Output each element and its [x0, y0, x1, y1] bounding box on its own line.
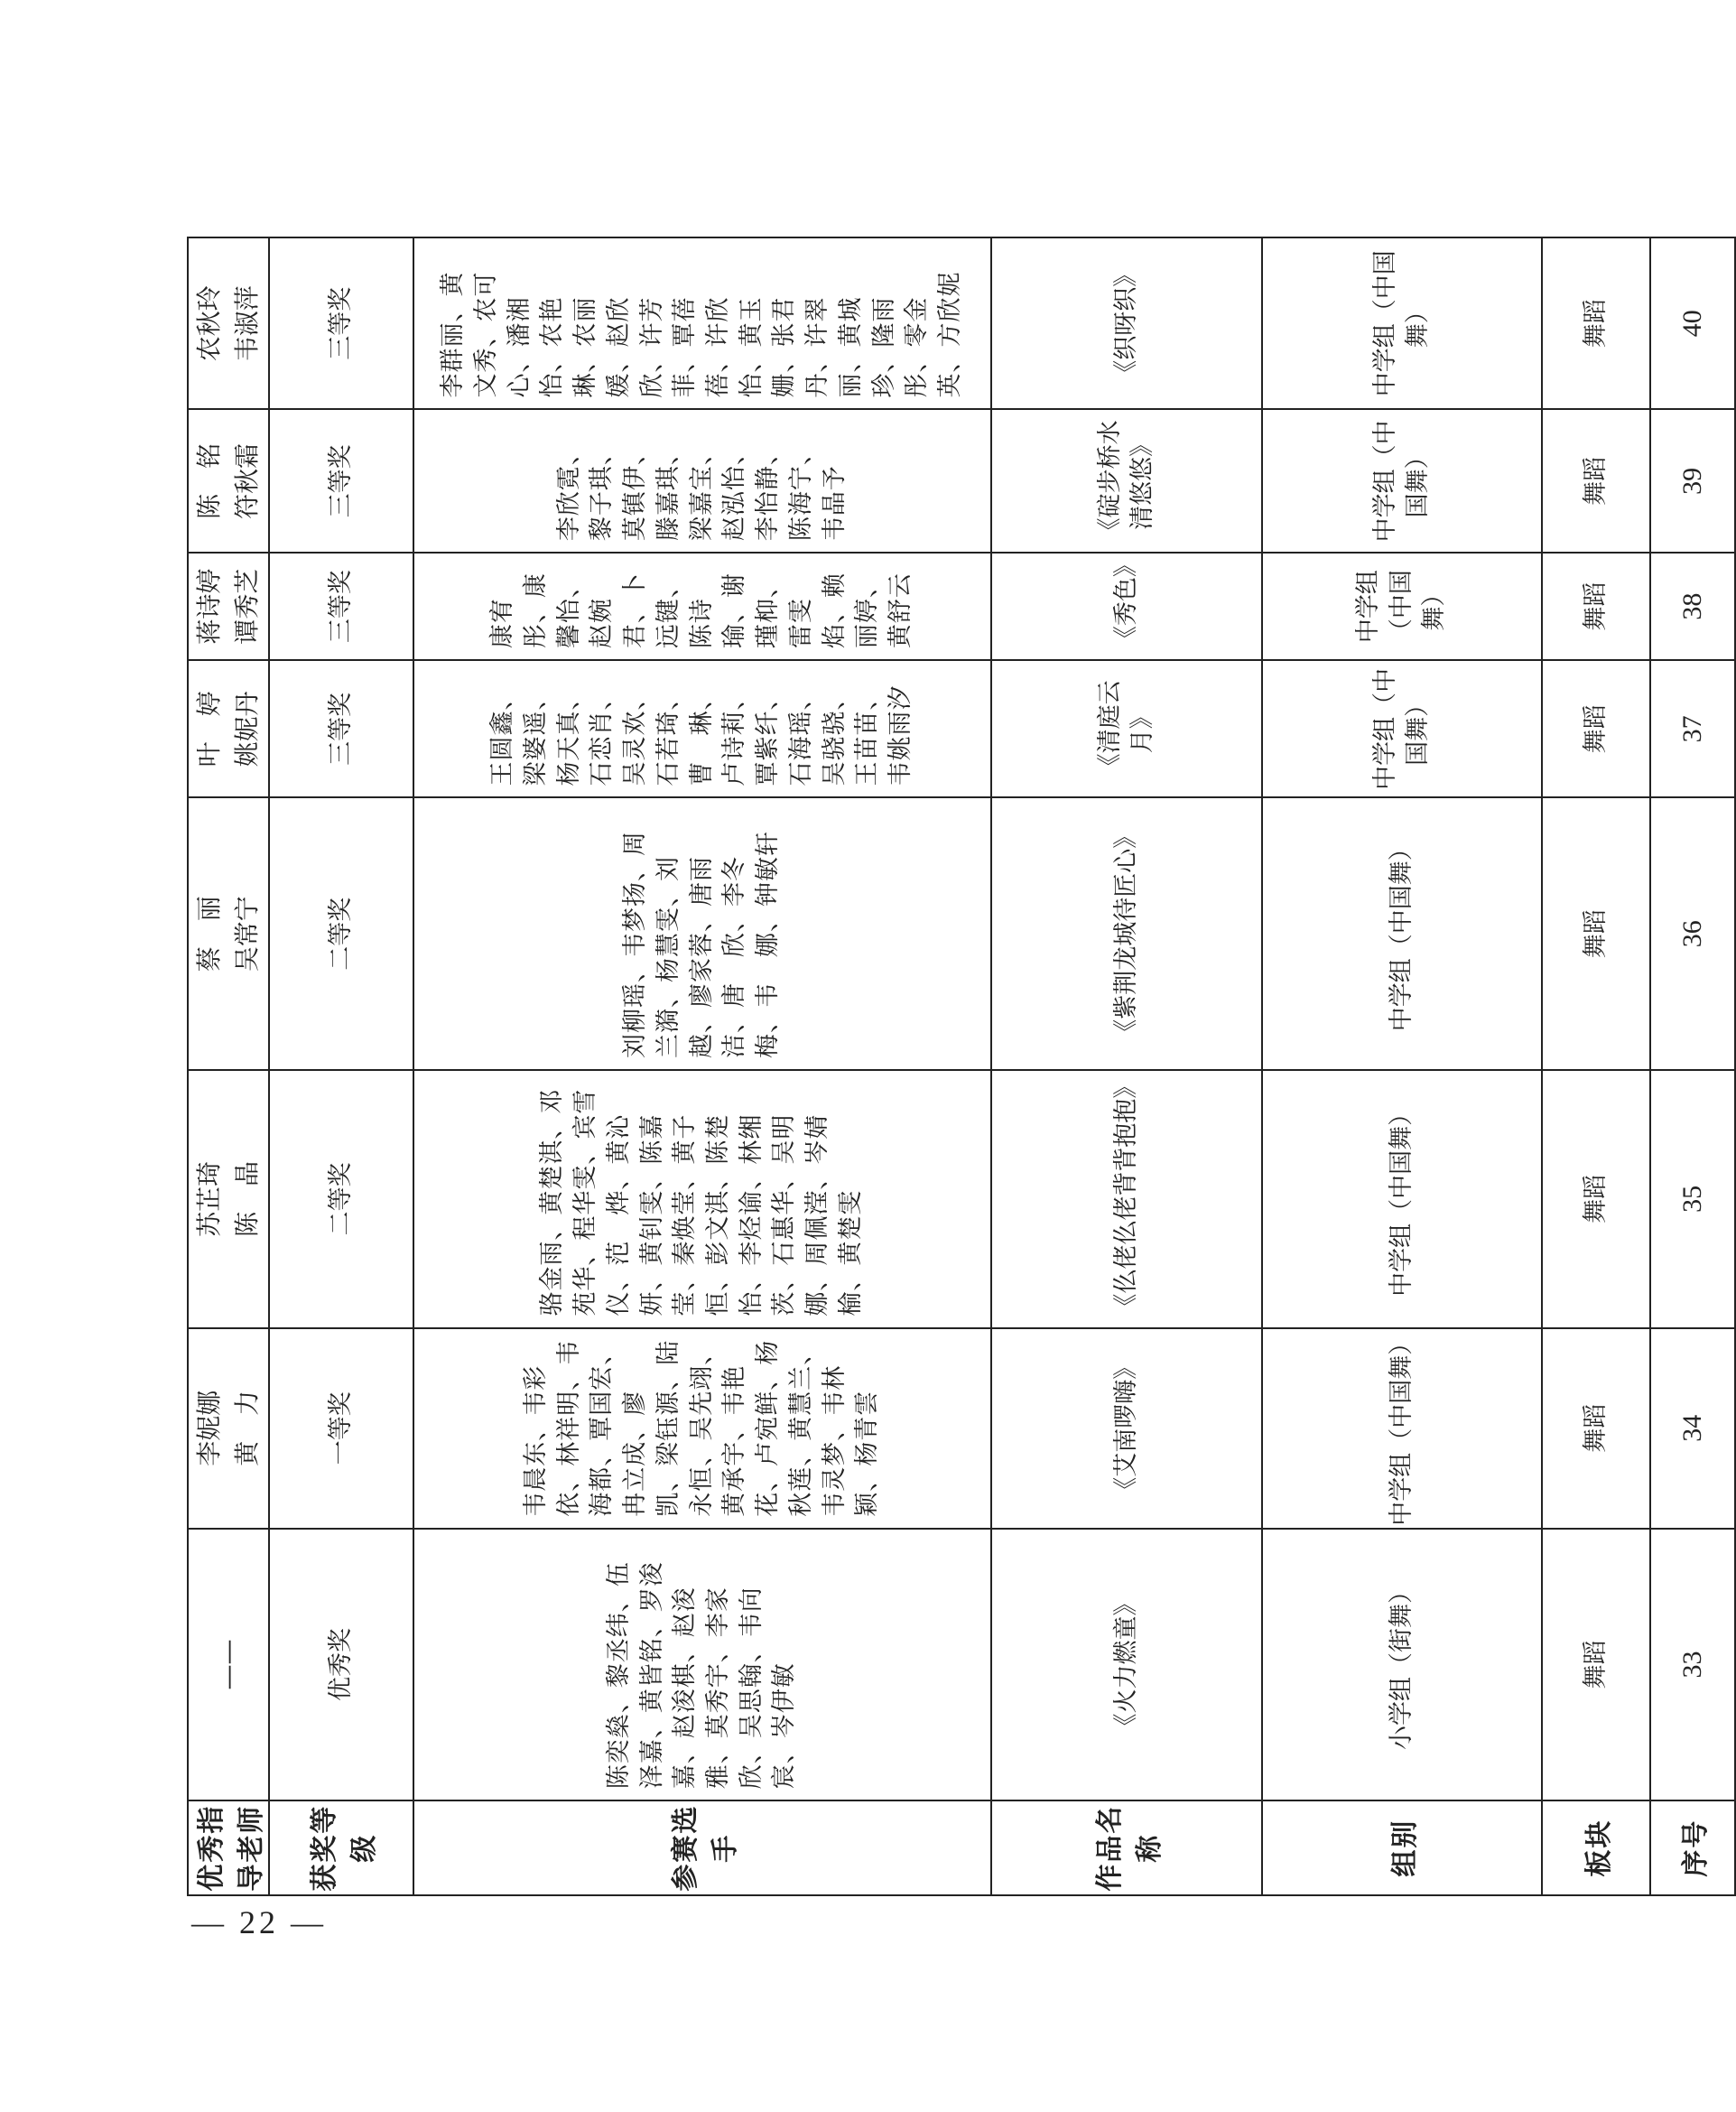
- page-number: — 22 —: [191, 1904, 327, 1940]
- award-35: 二等奖: [269, 1070, 413, 1328]
- award-row: [269, 237, 413, 1895]
- players-39: 李欣霓、黎子琪、莫镇伊、滕嘉琪、梁嘉宝、赵泓怡、李怡静、陈海宁、韦晶予: [413, 410, 991, 554]
- section-row: [1542, 237, 1650, 1895]
- work-35: 《仫佬仫佬背背抱抱》: [991, 1070, 1262, 1328]
- work-37: 《清庭云月》: [991, 660, 1262, 797]
- header-players: 参赛选手: [413, 1800, 991, 1895]
- header-work: 作品名称: [991, 1800, 1262, 1895]
- group-39: 中学组（中国舞）: [1262, 410, 1542, 554]
- players-37: 王圆鑫、梁婆遥、杨天真、石恋肖、吴灵欢、石若琦、曹 琳、卢诗莉、覃紫纤、石海瑶、吴骁骁、王苗苗、韦姚雨汐: [413, 660, 991, 797]
- section-35: 舞蹈: [1542, 1070, 1650, 1328]
- teacher-39: 陈 铭 符秋霜: [188, 410, 269, 554]
- players-38: 康宥彤、康馨怡、赵婉君、卜远键、陈诗瑜、谢瑾枊、雷雯焰、赖丽婷、黄舒云: [413, 553, 991, 660]
- awards-table: [187, 237, 1736, 1896]
- teacher-36: 蔡 丽 吴常宁: [188, 798, 269, 1071]
- group-36: 中学组（中国舞）: [1262, 798, 1542, 1071]
- group-row: [1262, 237, 1542, 1895]
- seq-row: [1650, 237, 1735, 1895]
- award-36: 二等奖: [269, 798, 413, 1071]
- section-37: 舞蹈: [1542, 660, 1650, 797]
- work-33: 《火力燃童》: [991, 1529, 1262, 1801]
- seq-40: 40: [1650, 237, 1735, 410]
- work-38: 《秀色》: [991, 553, 1262, 660]
- teacher-40: 农秋玲 韦淑萍: [188, 237, 269, 410]
- group-37: 中学组（中国舞）: [1262, 660, 1542, 797]
- header-section: 板块: [1542, 1800, 1650, 1895]
- players-row: [413, 237, 991, 1895]
- section-38: 舞蹈: [1542, 553, 1650, 660]
- seq-35: 35: [1650, 1070, 1735, 1328]
- group-38: 中学组（中国舞）: [1262, 553, 1542, 660]
- group-34: 中学组（中国舞）: [1262, 1328, 1542, 1529]
- seq-34: 34: [1650, 1328, 1735, 1529]
- players-36: 刘柳瑶、韦梦扬、周兰漪、杨慧雯、刘 越、廖家蓉、唐雨洁、唐 欣、李冬梅、韦 娜、钟敏轩: [413, 798, 991, 1071]
- header-teacher-row: [188, 237, 269, 1895]
- teacher-35: 苏芷琦 陈 晶: [188, 1070, 269, 1328]
- award-40: 三等奖: [269, 237, 413, 410]
- group-33: 小学组（街舞）: [1262, 1529, 1542, 1801]
- teacher-33: ——: [188, 1529, 269, 1801]
- group-35: 中学组（中国舞）: [1262, 1070, 1542, 1328]
- section-34: 舞蹈: [1542, 1328, 1650, 1529]
- header-teacher: 优秀指导老师: [188, 1800, 269, 1895]
- teacher-34: 李妮娜 黄 力: [188, 1328, 269, 1529]
- players-35: 骆金雨、黄楚淇、邓苑华、程华雯、宾雪仪、范 烨、黄沁妍、黄钊雯、陈嘉莹、秦焕莹、黄子恒、彭文淇、陈楚怡、李烃谕、林缃茨、石惠华、吴明娜、周佩滢、岑婧榆、黄楚雯: [413, 1070, 991, 1328]
- players-34: 韦晨东、韦彩依、林祥明、韦海都、覃国宏、冉立成、廖 凯、梁钰源、陆永恒、吴先翊、黄承宇、韦艳花、卢宛鲜、杨秋莲、黄慧兰、韦灵梦、韦林颖、杨青雲: [413, 1328, 991, 1529]
- header-group: 组别: [1262, 1800, 1542, 1895]
- section-36: 舞蹈: [1542, 798, 1650, 1071]
- section-39: 舞蹈: [1542, 410, 1650, 554]
- work-34: 《艾南啰嗨》: [991, 1328, 1262, 1529]
- work-row: [991, 237, 1262, 1895]
- award-34: 一等奖: [269, 1328, 413, 1529]
- seq-33: 33: [1650, 1529, 1735, 1801]
- seq-39: 39: [1650, 410, 1735, 554]
- header-award: 获奖等级: [269, 1800, 413, 1895]
- players-40: 李群丽、黄文秀、农可心、潘湘怡、农艳琳、农丽媛、赵欣欣、许芳菲、覃蓓蓓、许欣怡、黄玉姗、张君丹、许翠丽、黄城珍、隆雨彤、零金英、方欣妮: [413, 237, 991, 410]
- seq-36: 36: [1650, 798, 1735, 1071]
- work-36: 《紫荆龙城待匠心》: [991, 798, 1262, 1071]
- work-40: 《织呀织》: [991, 237, 1262, 410]
- award-33: 优秀奖: [269, 1529, 413, 1801]
- teacher-37: 叶 婷 姚妮丹: [188, 660, 269, 797]
- seq-37: 37: [1650, 660, 1735, 797]
- award-38: 三等奖: [269, 553, 413, 660]
- section-40: 舞蹈: [1542, 237, 1650, 410]
- awards-table-rotated: [187, 237, 1712, 1896]
- players-33: 陈奕燊、黎丞纬、伍泽嘉、黄皆铭、罗浚嘉、赵浚棋、赵浚雅、莫秀宇、李家欣、吴思翰、韦向宸、岑伊敏: [413, 1529, 991, 1801]
- teacher-38: 蒋诗婷 谭秀芝: [188, 553, 269, 660]
- seq-38: 38: [1650, 553, 1735, 660]
- header-seq: 序号: [1650, 1800, 1735, 1895]
- section-33: 舞蹈: [1542, 1529, 1650, 1801]
- award-39: 三等奖: [269, 410, 413, 554]
- group-40: 中学组（中国舞）: [1262, 237, 1542, 410]
- award-37: 三等奖: [269, 660, 413, 797]
- work-39: 《碇步桥水清悠悠》: [991, 410, 1262, 554]
